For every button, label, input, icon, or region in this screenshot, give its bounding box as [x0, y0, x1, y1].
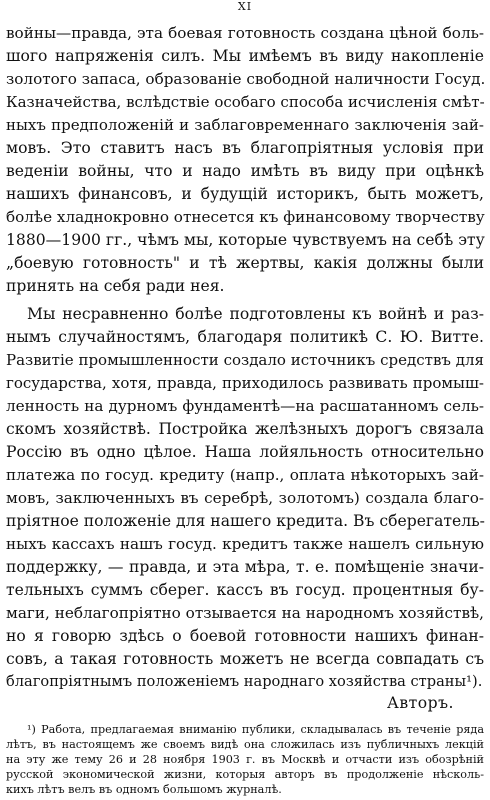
- footnote-line-2: лѣтъ, въ настоящемъ же своемъ видѣ она сложилась изъ публичныхъ лекцій: [6, 738, 484, 751]
- author-signature: Авторъ.: [387, 694, 454, 712]
- paragraph-1-line-1: войны—правда, эта боевая готовность создана цѣной боль-: [6, 24, 484, 42]
- paragraph-2-line-17: благопріятнымъ положеніемъ народнаго хозяйства страны¹).: [6, 673, 483, 690]
- paragraph-2-line-9: мовъ, заключенныхъ въ серебрѣ, золотомъ) создала благо-: [6, 489, 484, 507]
- paragraph-1-line-5: ныхъ предположеній и заблаговременнаго заключенія зай-: [6, 116, 484, 134]
- paragraph-1-line-11: „боевую готовность" и тѣ жертвы, какія должны были: [6, 254, 484, 272]
- paragraph-1-line-12: принять на себя ради нея.: [6, 277, 225, 295]
- footnote-line-4: русской экономической жизни, которыя авторъ въ продолженіе нѣсколь-: [6, 768, 484, 781]
- paragraph-2-line-6: скомъ хозяйствѣ. Постройка желѣзныхъ дорогъ связала: [6, 420, 484, 438]
- paragraph-1-line-6: мовъ. Это ставитъ насъ въ благопріятныя условія при: [6, 139, 484, 157]
- paragraph-1-line-9: болѣе хладнокровно отнесется къ финансовому творчеству: [6, 208, 485, 226]
- paragraph-2-line-12: поддержку, — правда, и эта мѣра, т. е. помѣщеніе значи-: [6, 558, 484, 576]
- paragraph-2-line-14: маги, неблагопріятно отзывается на народномъ хозяйствѣ,: [6, 604, 484, 622]
- paragraph-1-line-8: нашихъ финансовъ, и будущій историкъ, быть можетъ,: [6, 185, 484, 203]
- paragraph-2-line-7: Россію въ одно цѣлое. Наша лойяльность относительно: [6, 443, 484, 461]
- paragraph-2-line-16: совъ, а такая готовность можетъ не всегда совпадать съ: [6, 650, 484, 668]
- paragraph-2-line-15: но я говорю здѣсь о боевой готовности нашихъ финан-: [6, 627, 484, 645]
- paragraph-2-line-8: платежа по госуд. кредиту (напр., оплата нѣкоторыхъ зай-: [6, 466, 484, 484]
- paragraph-2-line-11: ныхъ кассахъ нашъ госуд. кредитъ также нашелъ сильную: [6, 535, 484, 553]
- paragraph-2-line-1: Мы несравненно болѣе подготовлены къ войнѣ и раз-: [27, 305, 484, 323]
- paragraph-2-line-10: пріятное положеніе для нашего кредита. Въ сберегатель-: [6, 512, 485, 530]
- paragraph-2-line-4: государства, хотя, правда, приходилось развивать промыш-: [6, 374, 484, 392]
- paragraph-2-line-2: нымъ случайностямъ, благодаря политикѣ С. Ю. Витте.: [6, 328, 484, 346]
- page-number: XI: [237, 0, 253, 13]
- paragraph-1-line-2: шого напряженія силъ. Мы имѣемъ въ виду накопленіе: [6, 47, 484, 65]
- footnote-line-3: на эту же тему 26 и 28 ноября 1903 г. въ Москвѣ и отчасти изъ обозрѣній: [6, 753, 484, 766]
- paragraph-2-line-13: тельныхъ суммъ сберег. кассъ въ госуд. процентныя бу-: [6, 581, 484, 599]
- paragraph-1-line-3: золотого запаса, образованіе свободной наличности Госуд.: [6, 70, 486, 88]
- footnote-line-5: кихъ лѣтъ велъ въ одномъ большомъ журналѣ.: [6, 783, 282, 796]
- paragraph-2-line-3: Развитіе промышленности создало источникъ средствъ для: [6, 351, 484, 369]
- paragraph-1-line-10: 1880—1900 гг., чѣмъ мы, которые чувствуемъ на себѣ эту: [6, 231, 485, 249]
- paragraph-1-line-7: веденіи войны, что и надо имѣть въ виду при оцѣнкѣ: [6, 162, 484, 180]
- footnote-line-1: ¹) Работа, предлагаемая вниманію публики, складывалась въ теченіе ряда: [27, 723, 484, 736]
- paragraph-2-line-5: ленность на дурномъ фундаментѣ—на расшатанномъ сель-: [6, 397, 484, 415]
- paragraph-1-line-4: Казначейства, вслѣдствіе особаго способа исчисленія смѣт-: [6, 93, 485, 111]
